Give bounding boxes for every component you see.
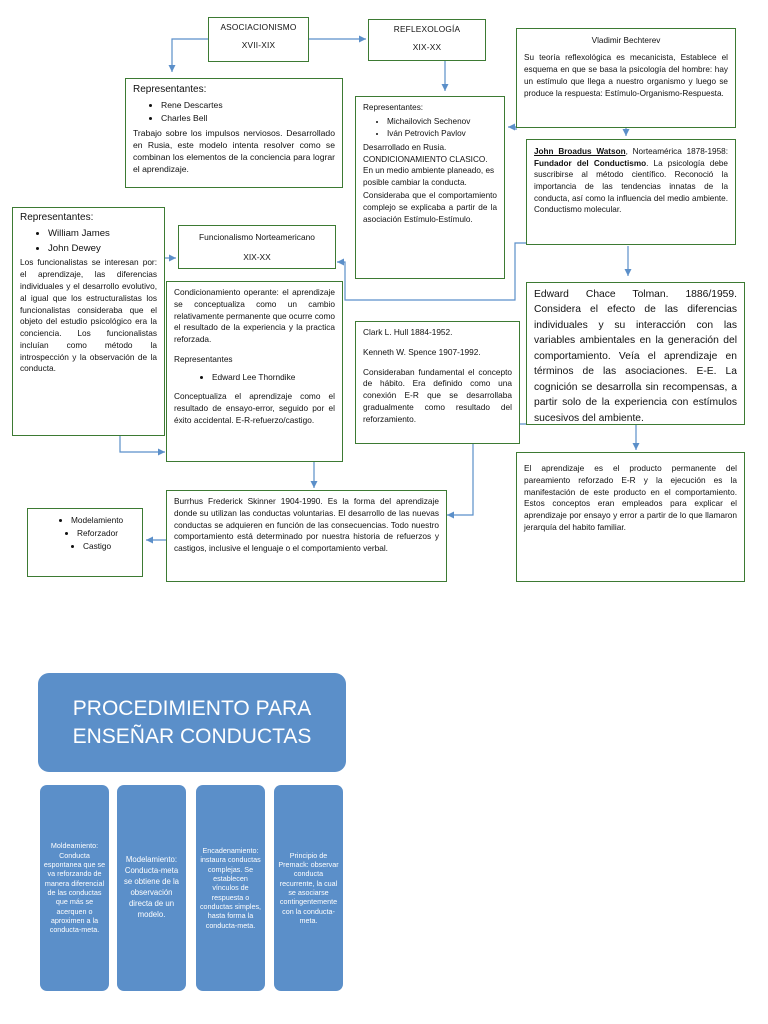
reflex-reps-text2: Consideraba que el comportamiento complejo se explicaba a partir de la asociación Estímulo-Estímulo. [363,191,497,224]
watson-name: John Broadus Watson [534,147,626,156]
reflex-reps-text: Desarrollado en Rusia. CONDICIONAMIENTO CLASICO. En un medio ambiente planeado, es posible cambiar la conducta. [363,142,495,187]
card-text: Principio de Premack: observar conducta recurrente, la cual se asociarse contingentemente con la conducta-meta. [278,850,339,926]
skinner-list-item: • Castigo [83,541,135,553]
asoc-reps-box [125,78,343,188]
skinner-text: Burrhus Frederick Skinner 1904-1990. Es la forma del aprendizaje donde su utilizan las conductas voluntarias. El desarrollo de las nuevas conductas se adquieren en función de las consecuencias. Todo nuestro comportamiento está determinado por nuestra historia de refuerzos y castigos, inclusive el lenguaje o el comportamiento verbal. [174,496,439,554]
tolman-box [526,282,745,425]
reflexologia-title: REFLEXOLOGÍA [393,24,461,34]
reflex-reps-heading: Representantes: [363,103,424,112]
reflex-reps-box [355,96,505,279]
reflexologia-box [368,19,486,61]
arrow-funcreps-operante [120,436,165,452]
funcionalismo-title: Funcionalismo Norteamericano [199,232,315,242]
procedimiento-card-encadenamiento [196,785,265,991]
aprendizaje-text: El aprendizaje es el producto permanente del pareamiento reforzado E-R y la ejecución es la manifestación de este producto en el comportamiento. Estos conceptos eran empleados para explicar el aprendizaje por ensayo y error a partir de lo que llamaron jerarquía del habito familiar. [524,463,737,532]
bechterev-name: Vladimir Bechterev [591,36,661,45]
asoc-reps-heading: Representantes: [133,84,207,95]
operante-rep-item: • Edward Lee Thorndike [212,372,335,384]
bechterev-box [516,28,736,128]
func-reps-text: Los funcionalistas se interesan por: el aprendizaje, las diferencias individuales y el desarrollo evolutivo, al igual que los estructuralistas los funcionalistas consideraba que el objeto del estudio psicológico era la conciencia. Los funcionalistas incluían como método la introspección y la observación de la conducta. [20,257,157,374]
watson-after-name: , Norteamérica 1878-1958: [625,147,728,156]
asoc-rep-item: • Rene Descartes [161,99,335,111]
asociacionismo-period: XVII-XIX [241,39,276,50]
card-text: Moldeamiento: Conducta espontanea que se va reforzando de manera diferencial de las conductas que más se acerquen o aproximen a la conducta-meta. [43,841,106,935]
operante-text: Condicionamiento operante: el aprendizaje se conceptualiza como un cambio relativamente permanente que ocurre como el resultado de la experiencia y la practica reforzada. [174,287,335,345]
func-reps-heading: Representantes: [20,212,94,223]
bechterev-text: Su teoría reflexológica es mecanicista, Establece el esquema en que se basa la psicología del hombre: hay un estímulo que llega a nuestro organismo y luego se produce la respuesta: Estímulo-Organismo-Respuesta. [524,52,728,98]
skinner-list-item: • Modelamiento [71,515,135,527]
asociacionismo-box [208,17,309,62]
hull-line1: Clark L. Hull 1884-1952. [363,327,453,337]
operante-reps: Representantes [174,353,233,364]
aprendizaje-box [516,452,745,582]
watson-text: . La psicología debe suscribirse al método científico. Reconoció la importancia de las tendencias innatas de la conducta, así como la influencia del medio ambiente. Conductismo molecular. [534,158,728,215]
procedimiento-card-modelamiento [117,785,186,991]
arrow-asoc-reps [172,39,208,72]
watson-bold: Fundador del Conductismo [534,158,647,168]
asoc-rep-item: • Charles Bell [161,112,335,124]
operante-box [166,281,343,462]
hull-box [355,321,520,444]
skinner-list-box [27,508,143,577]
procedimiento-card-premack [274,785,343,991]
procedimiento-title: PROCEDIMIENTO PARA ENSEÑAR CONDUCTAS [72,697,312,748]
funcionalismo-reps-box [12,207,165,436]
card-text: Encadenamiento: instaura conductas complejas. Se establecen vínculos de respuesta o conductas simples, hasta forma la conducta-meta. [199,845,262,930]
funcionalismo-period: XIX-XX [243,251,271,262]
func-rep-item: • William James [48,227,157,241]
reflexologia-period: XIX-XX [412,41,442,52]
hull-line2: Kenneth W. Spence 1907-1992. [363,346,481,357]
operante-text2: Conceptualiza el aprendizaje como el resultado de ensayo-error, seguido por el éxito accidental. E-R-refuerzo/castigo. [174,391,335,426]
tolman-text: Edward Chace Tolman. 1886/1959. Considera el efecto de las diferencias individuales y su interacción con las variables ambientales en la generación del comportamiento. Veía el aprendizaje en términos de las asociaciones. E-E. La cognición se desarrolla sin recompensas, a partir solo de la experiencia con estímulos sucesivos del ambiente. [534,289,737,424]
reflex-rep-item: • Iván Petrovich Pavlov [387,128,497,140]
asociacionismo-title: ASOCIACIONISMO [220,22,297,32]
procedimiento-card-moldeamiento [40,785,109,991]
asoc-reps-text: Trabajo sobre los impulsos nerviosos. Desarrollado en Rusia, este modelo intenta resolver como se combinan los elementos de la conciencia para lograr el aprendizaje. [133,127,335,175]
skinner-list-item: • Reforzador [77,528,135,540]
skinner-box [166,490,447,582]
func-rep-item: • John Dewey [48,242,157,256]
procedimiento-title-box [38,673,346,772]
watson-box [526,139,736,245]
hull-text: Consideraban fundamental el concepto de hábito. Era definido como una conexión E-R que se desarrollaba gradualmente como resultado del reforzamiento. [363,366,512,424]
funcionalismo-box [178,225,336,269]
reflex-rep-item: • Michailovich Sechenov [387,116,497,128]
card-text: Modelamiento: Conducta-meta se obtiene de la observación directa de un modelo. [123,855,180,919]
